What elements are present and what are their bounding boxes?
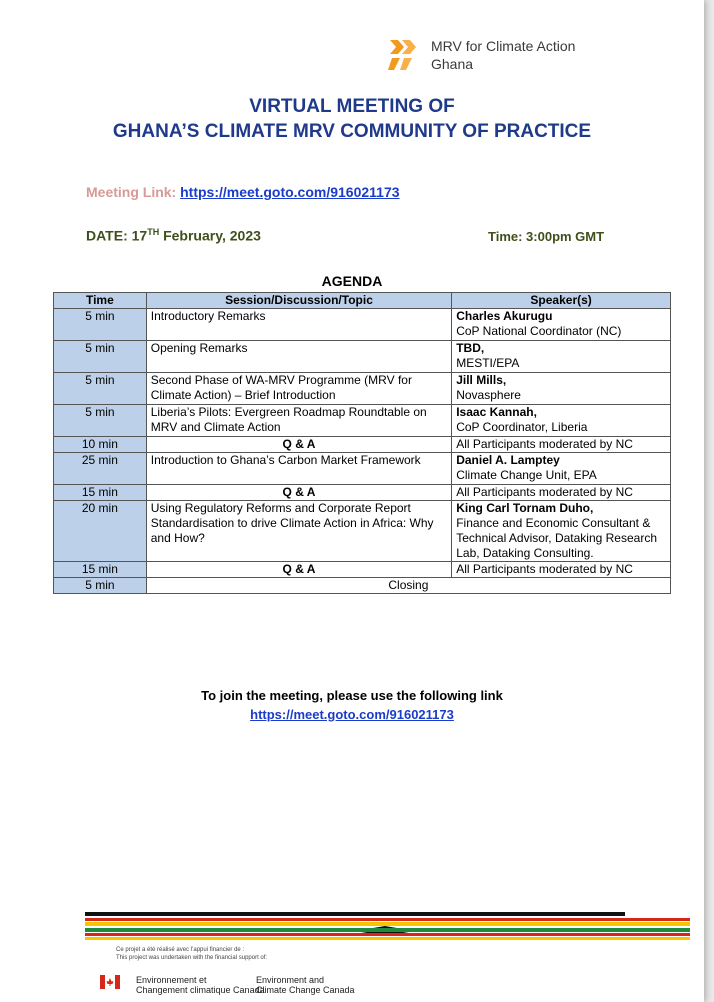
env-fr-line2: Changement climatique Canada bbox=[136, 985, 265, 995]
row-speaker-cell bbox=[452, 309, 671, 341]
speaker-role: All Participants moderated by NC bbox=[456, 485, 633, 499]
speaker-role: CoP Coordinator, Liberia bbox=[456, 420, 588, 434]
row-speaker-cell bbox=[452, 501, 671, 562]
row-speaker-cell bbox=[452, 562, 671, 578]
row-speaker-cell bbox=[452, 405, 671, 437]
speaker-role: Novasphere bbox=[456, 388, 521, 402]
table-row bbox=[54, 309, 671, 341]
table-row bbox=[54, 437, 671, 453]
logo-title: MRV for Climate Action bbox=[431, 38, 576, 54]
agenda-heading: AGENDA bbox=[321, 273, 383, 289]
join-link-line bbox=[0, 707, 704, 722]
row-topic: Introduction to Ghana’s Carbon Market Framework bbox=[146, 453, 451, 485]
header-speaker: Speaker(s) bbox=[452, 293, 671, 309]
row-topic: Using Regulatory Reforms and Corporate Report Standardisation to drive Climate Action in Africa: Why and How? bbox=[146, 501, 451, 562]
row-topic: Liberia’s Pilots: Evergreen Roadmap Roundtable on MRV and Climate Action bbox=[146, 405, 451, 437]
row-speaker-cell bbox=[452, 453, 671, 485]
date-suffix: TH bbox=[147, 227, 160, 237]
table-row bbox=[54, 485, 671, 501]
row-time: 15 min bbox=[54, 485, 147, 501]
row-speaker-cell bbox=[452, 437, 671, 453]
speaker-name: King Carl Tornam Duho, bbox=[456, 501, 594, 515]
row-time: 5 min bbox=[54, 309, 147, 341]
row-speaker-cell bbox=[452, 373, 671, 405]
row-time: 5 min bbox=[54, 405, 147, 437]
row-topic: Second Phase of WA-MRV Programme (MRV for Climate Action) – Brief Introduction bbox=[146, 373, 451, 405]
speaker-role: MESTI/EPA bbox=[456, 356, 520, 370]
join-link[interactable]: https://meet.goto.com/916021173 bbox=[250, 707, 454, 722]
mrv-logo bbox=[388, 38, 598, 78]
table-row bbox=[54, 341, 671, 373]
date-day: 17 bbox=[131, 227, 148, 244]
table-row bbox=[54, 562, 671, 578]
row-topic: Opening Remarks bbox=[146, 341, 451, 373]
funding-note-en: This project was undertaken with the financial support of: bbox=[116, 955, 268, 961]
row-topic: Closing bbox=[146, 578, 670, 594]
page-title-line1: VIRTUAL MEETING OF bbox=[249, 96, 455, 117]
speaker-name: Daniel A. Lamptey bbox=[456, 453, 560, 467]
agenda-table bbox=[53, 292, 671, 594]
speaker-role: CoP National Coordinator (NC) bbox=[456, 324, 622, 338]
meeting-date bbox=[86, 227, 261, 244]
header-time: Time bbox=[54, 293, 147, 309]
table-row bbox=[54, 373, 671, 405]
meeting-link-line bbox=[86, 184, 400, 200]
meeting-time: Time: 3:00pm GMT bbox=[488, 229, 605, 244]
canada-flag-icon bbox=[100, 975, 120, 989]
chevron-logo-icon bbox=[388, 38, 420, 72]
join-instruction: To join the meeting, please use the following link bbox=[201, 688, 503, 703]
row-topic: Q & A bbox=[146, 562, 451, 578]
speaker-role: Finance and Economic Consultant & Technical Advisor, Dataking Research Lab, Dataking Consulting. bbox=[456, 516, 657, 560]
row-topic: Q & A bbox=[146, 437, 451, 453]
row-speaker-cell bbox=[452, 341, 671, 373]
table-row bbox=[54, 453, 671, 485]
header-topic: Session/Discussion/Topic bbox=[146, 293, 451, 309]
meeting-link-label: Meeting Link: bbox=[86, 184, 177, 200]
table-row bbox=[54, 405, 671, 437]
env-canada-fr bbox=[136, 975, 265, 995]
row-speaker-cell bbox=[452, 485, 671, 501]
date-rest: February, 2023 bbox=[163, 227, 261, 244]
speaker-name: Isaac Kannah, bbox=[456, 405, 537, 419]
agenda-header-row bbox=[54, 293, 671, 309]
row-time: 5 min bbox=[54, 373, 147, 405]
table-row bbox=[54, 578, 671, 594]
speaker-name: Jill Mills, bbox=[456, 373, 507, 387]
row-time: 25 min bbox=[54, 453, 147, 485]
speaker-role: Climate Change Unit, EPA bbox=[456, 468, 597, 482]
date-label: DATE: bbox=[86, 227, 128, 244]
speaker-role: All Participants moderated by NC bbox=[456, 562, 633, 576]
row-time: 5 min bbox=[54, 341, 147, 373]
table-row bbox=[54, 501, 671, 562]
logo-subtitle: Ghana bbox=[431, 56, 474, 72]
row-topic: Introductory Remarks bbox=[146, 309, 451, 341]
speaker-name: TBD, bbox=[456, 341, 485, 355]
row-time: 20 min bbox=[54, 501, 147, 562]
row-time: 10 min bbox=[54, 437, 147, 453]
row-time: 15 min bbox=[54, 562, 147, 578]
speaker-role: All Participants moderated by NC bbox=[456, 437, 633, 451]
env-canada-en bbox=[256, 975, 355, 995]
ghana-flag-stripe-icon bbox=[85, 912, 690, 942]
speaker-name: Charles Akurugu bbox=[456, 309, 553, 323]
row-time: 5 min bbox=[54, 578, 147, 594]
env-en-line1: Environment and bbox=[256, 975, 325, 985]
page-title-line2: GHANA’S CLIMATE MRV COMMUNITY OF PRACTICE bbox=[112, 121, 592, 142]
env-fr-line1: Environnement et bbox=[136, 975, 207, 985]
row-topic: Q & A bbox=[146, 485, 451, 501]
funding-note-fr: Ce projet a été réalisé avec l’appui financier de : bbox=[116, 947, 245, 953]
meeting-link[interactable]: https://meet.goto.com/916021173 bbox=[180, 184, 400, 200]
env-en-line2: Climate Change Canada bbox=[256, 985, 355, 995]
